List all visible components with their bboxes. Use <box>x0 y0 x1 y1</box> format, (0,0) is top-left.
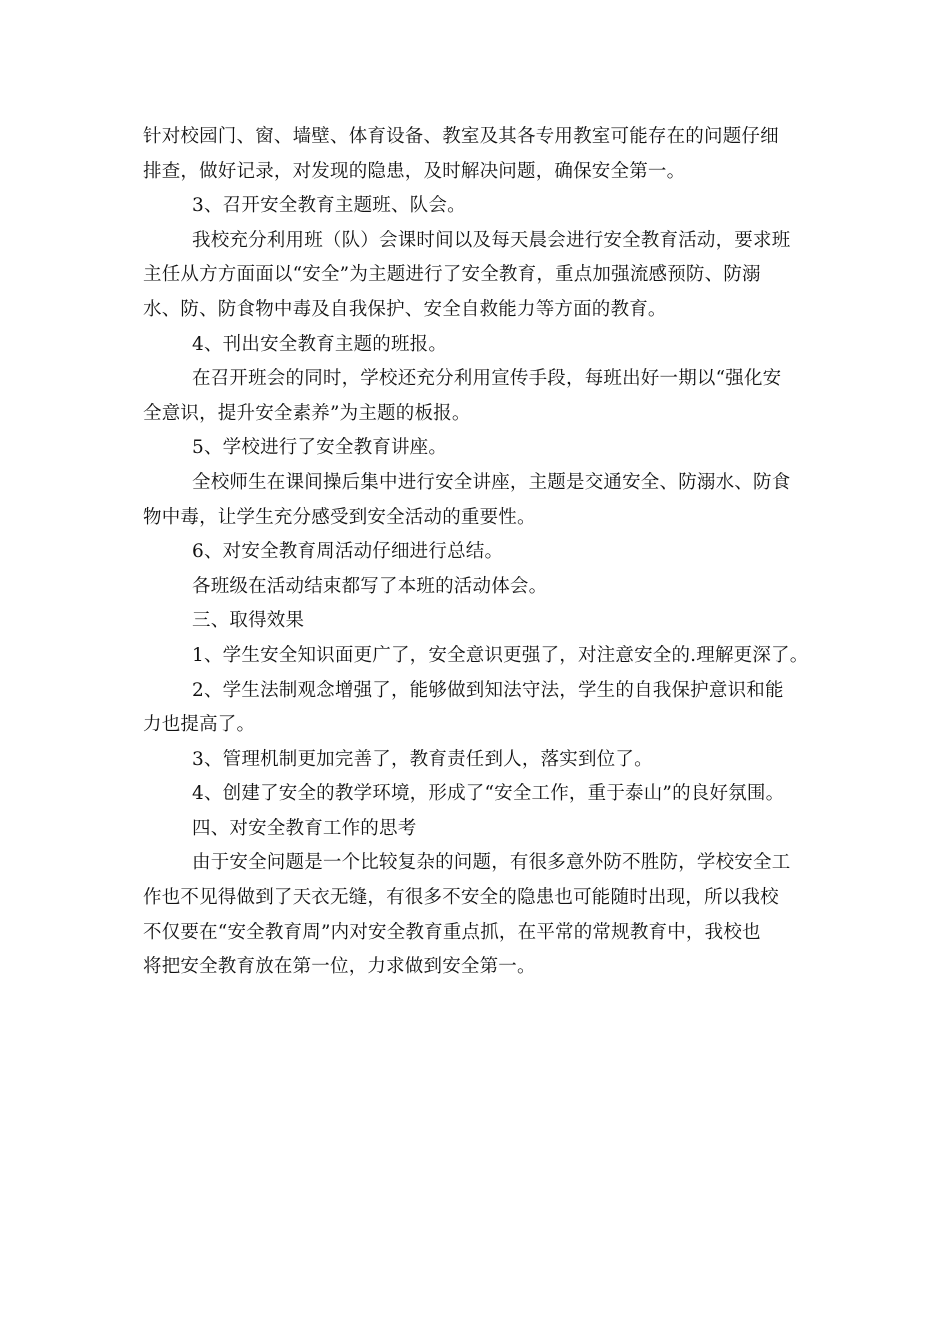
document-body <box>143 120 823 985</box>
text-line: 各班级在活动结束都写了本班的活动体会。 <box>192 575 548 597</box>
text-line: 物中毒，让学生充分感受到安全活动的重要性。 <box>143 506 536 528</box>
text-line: 由于安全问题是一个比较复杂的问题，有很多意外防不胜防，学校安全工 <box>192 852 791 874</box>
text-line: 全意识，提升安全素养”为主题的板报。 <box>143 402 471 424</box>
list-item: 3、管理机制更加完善了，教育责任到人，落实到位了。 <box>192 748 653 770</box>
text-line: 在召开班会的同时，学校还充分利用宣传手段，每班出好一期以“强化安 <box>192 368 782 390</box>
section-heading: 三、取得效果 <box>192 610 305 632</box>
text-line: 将把安全教育放在第一位，力求做到安全第一。 <box>143 956 536 978</box>
text-line: 全校师生在课间操后集中进行安全讲座，主题是交通安全、防溺水、防食 <box>192 471 791 493</box>
section-heading: 5、学校进行了安全教育讲座。 <box>192 437 448 459</box>
list-item: 1、学生安全知识面更广了，安全意识更强了，对注意安全的.理解更深了。 <box>192 644 809 666</box>
section-heading: 四、对安全教育工作的思考 <box>192 817 417 839</box>
text-line: 排查，做好记录，对发现的隐患，及时解决问题，确保安全第一。 <box>143 160 686 182</box>
list-item: 2、学生法制观念增强了，能够做到知法守法，学生的自我保护意识和能 <box>192 679 784 701</box>
section-heading: 6、对安全教育周活动仔细进行总结。 <box>192 541 504 563</box>
text-line: 力也提高了。 <box>143 714 256 736</box>
text-line: 不仅要在“安全教育周”内对安全教育重点抓，在平常的常规教育中，我校也 <box>143 921 761 943</box>
text-line: 我校充分利用班（队）会课时间以及每天晨会进行安全教育活动，要求班 <box>192 229 791 251</box>
text-line: 作也不见得做到了天衣无缝，有很多不安全的隐患也可能随时出现，所以我校 <box>143 887 779 909</box>
section-heading: 3、召开安全教育主题班、队会。 <box>192 195 466 217</box>
text-line: 水、防、防食物中毒及自我保护、安全自救能力等方面的教育。 <box>143 298 667 320</box>
section-heading: 4、刊出安全教育主题的班报。 <box>192 333 448 355</box>
text-line: 主任从方方面面以“安全”为主题进行了安全教育，重点加强流感预防、防溺 <box>143 264 761 286</box>
list-item: 4、创建了安全的教学环境，形成了“安全工作，重于泰山”的良好氛围。 <box>192 783 785 805</box>
text-line: 针对校园门、窗、墙壁、体育设备、教室及其各专用教室可能存在的问题仔细 <box>143 126 779 147</box>
